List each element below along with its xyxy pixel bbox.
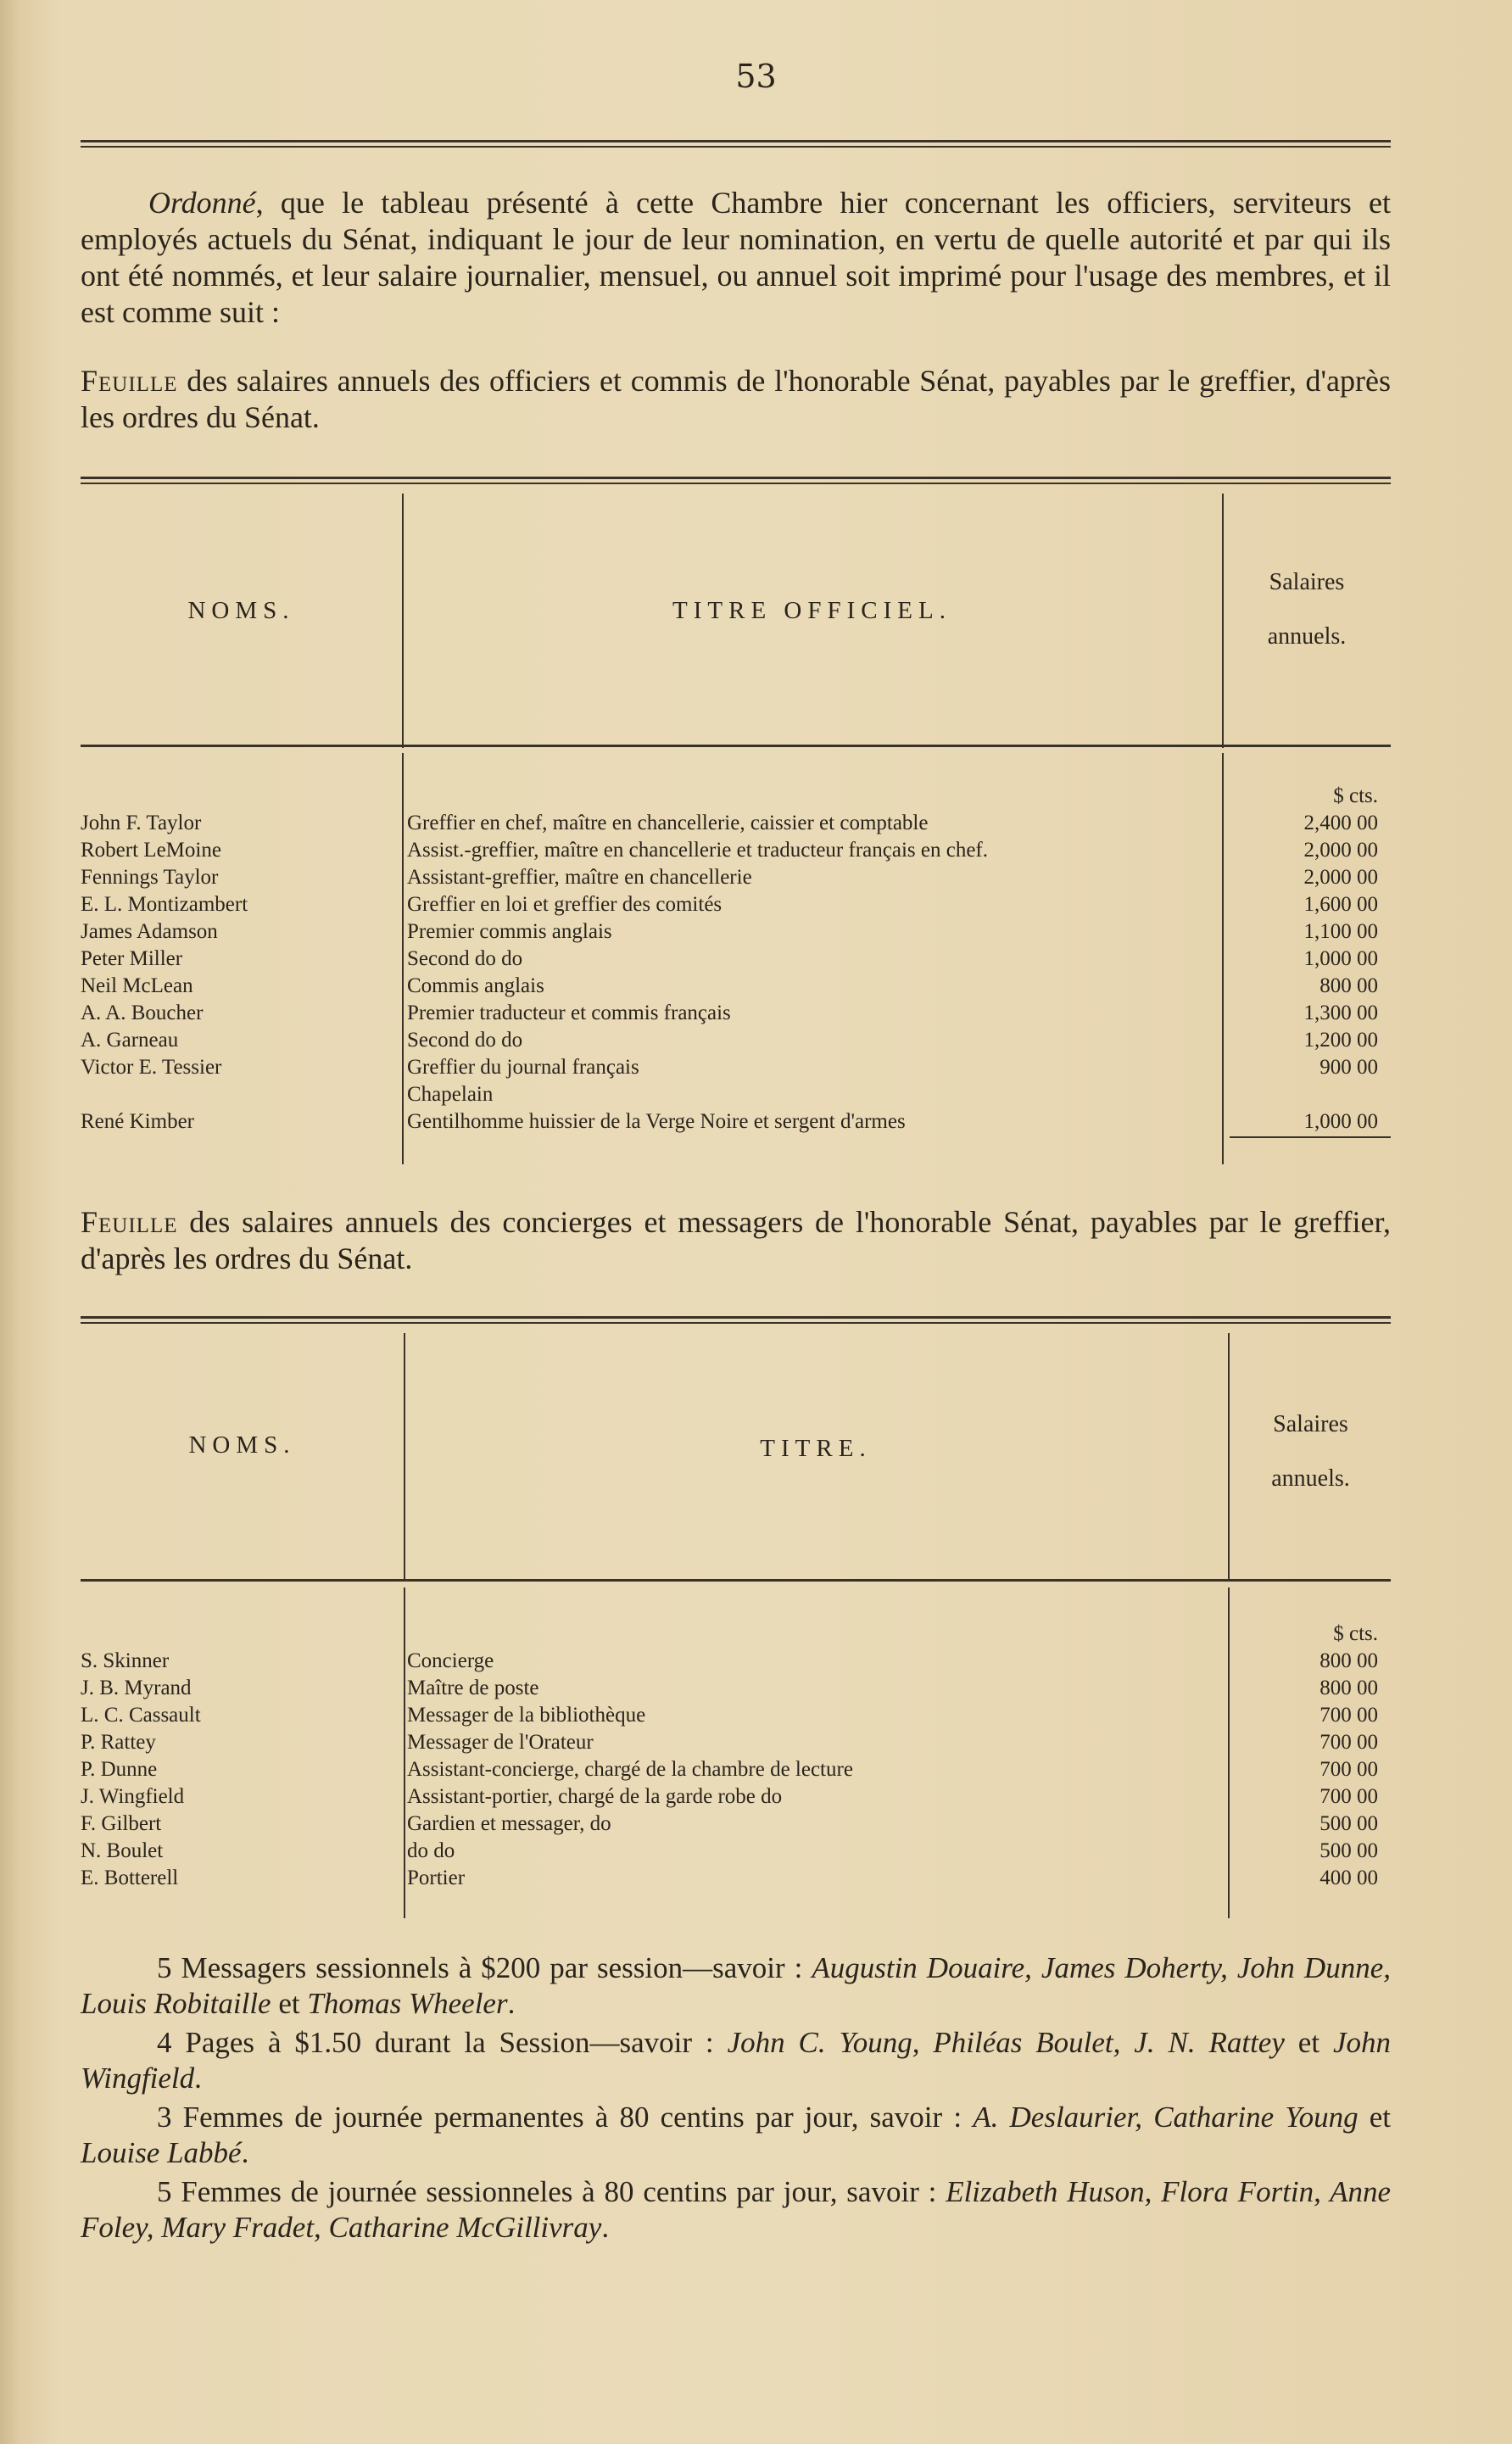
table-row <box>81 866 1395 892</box>
table-row <box>81 1649 1395 1676</box>
footnote-text: 5 Messagers sessionnels à $200 par session—savoir : <box>157 1951 812 1984</box>
row-amount: 800 00 <box>1320 1649 1378 1672</box>
table1-header-title: TITRE OFFICIEL. <box>672 597 951 624</box>
footnote-names: John C. Young, Philéas Boulet, J. N. Rattey <box>727 2026 1285 2059</box>
row-amount: 1,200 00 <box>1303 1029 1378 1052</box>
row-title: do do <box>407 1839 455 1862</box>
row-title: Chapelain <box>407 1083 494 1106</box>
table1-caption-lead: Feuille <box>81 364 178 398</box>
table-row <box>81 1812 1395 1839</box>
row-name: J. Wingfield <box>81 1785 185 1808</box>
table1-units: $ cts. <box>1333 784 1378 807</box>
row-amount: 1,300 00 <box>1303 1002 1378 1024</box>
row-amount: 2,000 00 <box>1303 866 1378 889</box>
table-row <box>81 947 1395 974</box>
row-title: Gardien et messager, do <box>407 1812 611 1835</box>
table-row <box>81 1704 1395 1730</box>
row-name: James Adamson <box>81 920 218 943</box>
table2-header-salary: Salaires annuels. <box>1271 1411 1350 1492</box>
row-name: Victor E. Tessier <box>81 1056 222 1079</box>
table-row <box>81 1083 1395 1109</box>
row-name: A. A. Boucher <box>81 1002 204 1024</box>
row-title: Messager de la bibliothèque <box>407 1704 646 1727</box>
table-row <box>81 1785 1395 1811</box>
row-name: John F. Taylor <box>81 812 202 834</box>
table-row <box>81 1677 1395 1703</box>
table2-units: $ cts. <box>1333 1622 1378 1645</box>
footnote-names: Augustin Douaire, James Doherty, John Dunne, Louis Robitaille <box>81 1951 1391 2020</box>
table-row <box>81 1002 1395 1028</box>
table1-header-names: NOMS. <box>187 597 295 624</box>
table-row <box>81 1731 1395 1757</box>
table1-caption <box>81 363 1391 436</box>
footnote-conjunction: et <box>1284 2026 1333 2059</box>
row-name: F. Gilbert <box>81 1812 162 1835</box>
table-row <box>81 1056 1395 1082</box>
row-name: P. Rattey <box>81 1731 156 1754</box>
row-title: Concierge <box>407 1649 494 1672</box>
footnote <box>81 1950 1391 2022</box>
footnote-last-name: Thomas Wheeler <box>307 1987 508 2020</box>
table-row <box>81 920 1395 946</box>
row-title: Second do do <box>407 1029 523 1052</box>
footnote-end: . <box>241 2136 249 2169</box>
table2-header-title: TITRE. <box>760 1435 872 1462</box>
row-name: A. Garneau <box>81 1029 179 1052</box>
row-title: Assist.-greffier, maître en chancellerie et traducteur français en chef. <box>407 839 988 862</box>
footnote-names: Elizabeth Huson, Flora Fortin, Anne Foley, Mary Fradet, Catharine McGillivray <box>81 2175 1391 2244</box>
row-name: Robert LeMoine <box>81 839 221 862</box>
table2-caption-lead: Feuille <box>81 1205 178 1239</box>
footnote-names: A. Deslaurier, Catharine Young <box>973 2101 1359 2134</box>
row-name: L. C. Cassault <box>81 1704 201 1727</box>
row-amount: 800 00 <box>1320 974 1378 997</box>
row-title: Maître de poste <box>407 1677 539 1699</box>
row-title: Portier <box>407 1866 466 1889</box>
table-row <box>81 1110 1395 1136</box>
row-amount: 700 00 <box>1320 1785 1378 1808</box>
row-title: Gentilhomme huissier de la Verge Noire et sergent d'armes <box>407 1110 906 1133</box>
row-amount: 900 00 <box>1320 1056 1378 1079</box>
page-number: 53 <box>735 58 777 95</box>
row-title: Assistant-concierge, chargé de la chambre de lecture <box>407 1758 853 1781</box>
row-name: N. Boulet <box>81 1839 164 1862</box>
row-amount: 1,600 00 <box>1303 893 1378 916</box>
table-row <box>81 812 1395 838</box>
row-title: Greffier en loi et greffier des comités <box>407 893 723 916</box>
row-amount: 700 00 <box>1320 1758 1378 1781</box>
row-amount: 1,000 00 <box>1303 1110 1378 1133</box>
footnote <box>81 2100 1391 2171</box>
intro-paragraph <box>81 185 1391 331</box>
footnote-last-name: Louise Labbé <box>81 2136 242 2169</box>
footnote-text: 4 Pages à $1.50 durant la Session—savoir : <box>157 2026 728 2059</box>
table-row <box>81 893 1395 919</box>
table-row <box>81 1758 1395 1784</box>
row-amount: 400 00 <box>1320 1866 1378 1889</box>
table1-top-rule <box>81 477 1391 484</box>
row-name: S. Skinner <box>81 1649 170 1672</box>
footnote-end: . <box>507 1987 516 2020</box>
row-name: Peter Miller <box>81 947 183 970</box>
row-amount: 700 00 <box>1320 1731 1378 1754</box>
footnote-last-name: John Wingfield <box>81 2026 1391 2095</box>
row-title: Premier traducteur et commis français <box>407 1002 731 1024</box>
footnote-text: 5 Femmes de journée sessionneles à 80 centins par jour, savoir : <box>157 2175 946 2208</box>
table2-caption <box>81 1204 1391 1277</box>
row-title: Messager de l'Orateur <box>407 1731 594 1754</box>
row-title: Greffier en chef, maître en chancellerie, caissier et comptable <box>407 812 929 834</box>
row-title: Assistant-greffier, maître en chancellerie <box>407 866 752 889</box>
intro-ordonne: Ordonné <box>148 186 256 220</box>
row-amount: 800 00 <box>1320 1677 1378 1699</box>
footnote-conjunction: et <box>271 1987 308 2020</box>
table1-caption-text: des salaires annuels des officiers et commis de l'honorable Sénat, payables par le greffier, d'après les ordres du Sénat. <box>81 364 1391 434</box>
row-title: Premier commis anglais <box>407 920 612 943</box>
row-title: Second do do <box>407 947 523 970</box>
table1-header-salary: Salaires annuels. <box>1267 569 1347 650</box>
row-amount: 500 00 <box>1320 1812 1378 1835</box>
row-amount: 1,000 00 <box>1303 947 1378 970</box>
row-amount: 700 00 <box>1320 1704 1378 1727</box>
footnote-end: . <box>194 2062 202 2095</box>
table-row <box>81 839 1395 865</box>
intro-text: , que le tableau présenté à cette Chambre hier concernant les officiers, serviteurs et employés actuels du Sénat, indiquant le jour de leur nomination, en vertu de quelle autorité et par qui ils ont été nommés, et leur salaire journalier, mensuel, ou annuel soit imprimé pour l'usage des membres, et il est comme suit : <box>81 186 1391 329</box>
row-name: René Kimber <box>81 1110 194 1133</box>
row-name: E. L. Montizambert <box>81 893 248 916</box>
row-name: J. B. Myrand <box>81 1677 192 1699</box>
table-row <box>81 974 1395 1001</box>
top-rule <box>81 140 1391 148</box>
table-row <box>81 1866 1395 1893</box>
row-name: Fennings Taylor <box>81 866 219 889</box>
footnote-conjunction: et <box>1358 2101 1391 2134</box>
row-amount: 2,400 00 <box>1303 812 1378 834</box>
row-amount: 1,100 00 <box>1303 920 1378 943</box>
footnote <box>81 2025 1391 2096</box>
row-amount: 500 00 <box>1320 1839 1378 1862</box>
table-row <box>81 1839 1395 1866</box>
row-title: Assistant-portier, chargé de la garde robe do <box>407 1785 783 1808</box>
table-row <box>81 1029 1395 1055</box>
table2-top-rule <box>81 1316 1391 1324</box>
row-name: P. Dunne <box>81 1758 158 1781</box>
footnote-text: 3 Femmes de journée permanentes à 80 centins par jour, savoir : <box>157 2101 974 2134</box>
footnote-end: . <box>601 2211 610 2244</box>
row-name: E. Botterell <box>81 1866 179 1889</box>
footnote <box>81 2174 1391 2246</box>
row-amount: 2,000 00 <box>1303 839 1378 862</box>
table2-caption-text: des salaires annuels des concierges et messagers de l'honorable Sénat, payables par le greffier, d'après les ordres du Sénat. <box>81 1205 1391 1275</box>
table2-header-names: NOMS. <box>188 1431 296 1459</box>
row-title: Greffier du journal français <box>407 1056 639 1079</box>
row-title: Commis anglais <box>407 974 544 997</box>
row-name: Neil McLean <box>81 974 193 997</box>
